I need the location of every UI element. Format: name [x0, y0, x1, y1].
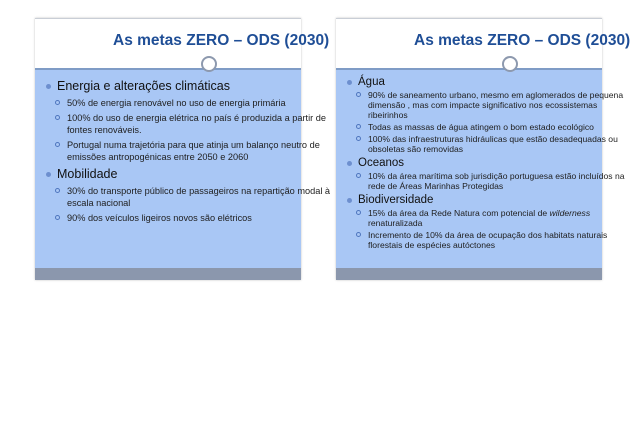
bullet-heading-mobility: Mobilidade: [43, 166, 301, 182]
slide-header: [336, 18, 630, 69]
sub-bullet: 15% da área da Rede Natura com potencial de wilderness renaturalizada: [344, 208, 602, 228]
sub-bullet: 90% dos veículos ligeiros novos são elétricos: [43, 212, 301, 224]
slide-footer-bar: [336, 268, 602, 280]
bullet-heading-biodiversity: Biodiversidade: [344, 193, 602, 207]
slide-footer-bar: [35, 268, 301, 280]
slide-energy-mobility: [35, 18, 331, 280]
divider-ring-icon: [502, 56, 518, 72]
slide-title: As metas ZERO – ODS (2030): [113, 32, 330, 49]
slide-body: [35, 68, 331, 270]
bullet-heading-water: Água: [344, 75, 602, 89]
bullet-heading-oceans: Oceanos: [344, 156, 602, 170]
sub-bullet: 10% da área marítima sob jurisdição portuguesa estão incluídos na rede de Áreas Marinhas Protegidas: [344, 171, 602, 191]
sub-bullet: 100% do uso de energia elétrica no país é produzida a partir de fontes renováveis.: [43, 112, 301, 136]
slide-title: As metas ZERO – ODS (2030): [414, 32, 630, 49]
sub-bullet: 50% de energia renovável no uso de energia primária: [43, 97, 301, 109]
sub-bullet: Todas as massas de água atingem o bom estado ecológico: [344, 122, 602, 132]
slide-body: [336, 68, 625, 270]
sub-bullet: 30% do transporte público de passageiros na repartição modal à escala nacional: [43, 185, 301, 209]
slide-water-oceans-biodiversity: [336, 18, 630, 280]
sub-bullet: Portugal numa trajetória para que atinja um balanço neutro de emissões antropogénicas entre 2050 e 2060: [43, 139, 301, 163]
sub-bullet: 90% de saneamento urbano, mesmo em aglomerados de pequena dimensão , mas com impacte significativo nos ecossistemas ribeirinhos: [344, 90, 602, 120]
divider-ring-icon: [201, 56, 217, 72]
sub-bullet: 100% das infraestruturas hidráulicas que estão desadequadas ou obsoletas são removidas: [344, 134, 602, 154]
sub-bullet: Incremento de 10% da área de ocupação dos habitats naturais florestais de espécies autóctones: [344, 230, 602, 250]
bullet-heading-energy: Energia e alterações climáticas: [43, 78, 301, 94]
slide-header: [35, 18, 330, 69]
